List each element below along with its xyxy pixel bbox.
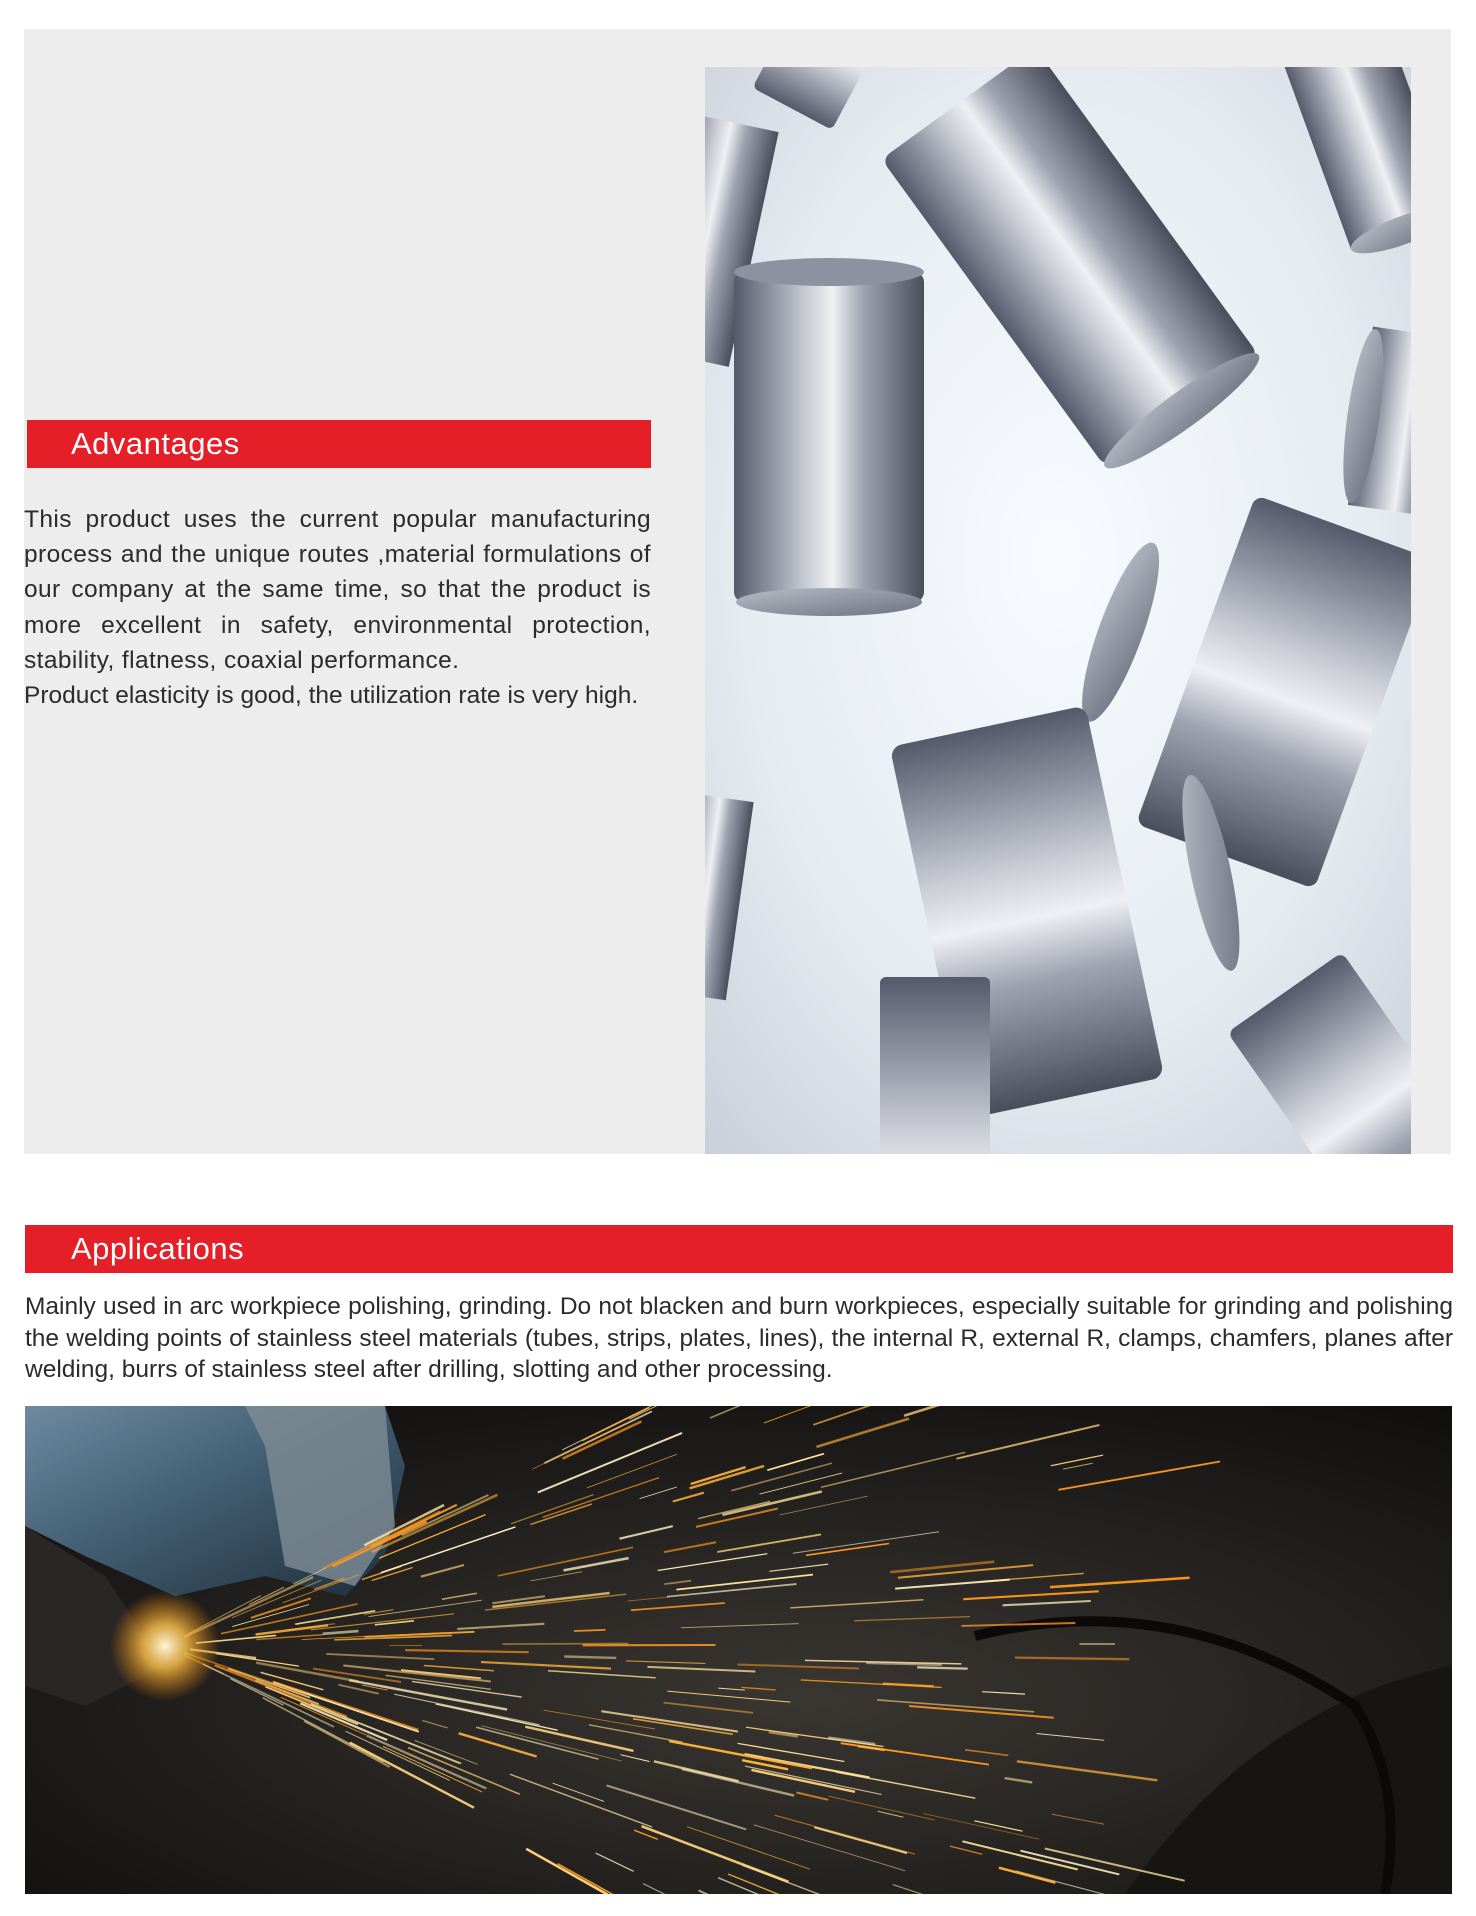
spark-streak <box>574 1630 606 1631</box>
spark-streak <box>917 1667 967 1668</box>
spark-streak <box>1015 1658 1129 1660</box>
advantages-description <box>24 502 651 713</box>
spark-streak <box>503 1644 629 1645</box>
advantages-header-bar <box>27 420 651 468</box>
advantages-title: Advantages <box>71 426 240 461</box>
applications-header-bar <box>25 1225 1453 1273</box>
steel-rods-photo <box>705 67 1411 1154</box>
applications-title: Applications <box>71 1231 245 1266</box>
advantages-section <box>24 29 1451 1154</box>
applications-description: Mainly used in arc workpiece polishing, grinding. Do not blacken and burn workpieces, especially suitable for grinding and polishing the welding points of stainless steel materials (tubes, strips, plates, lines), the internal R, external R, clamps, chamfers, planes after welding, burrs of stainless steel after drilling, slotting and other processing. <box>25 1293 1453 1383</box>
grinding-sparks-photo <box>25 1406 1452 1894</box>
advantages-paragraph-1: This product uses the current popular manufacturing process and the unique routes ,material formulations of our company at the same time, so that the product is more excellent in safety, environmental protection, stability, flatness, coaxial performance. <box>24 506 651 674</box>
spark-streak <box>564 1657 616 1658</box>
advantages-paragraph-2: Product elasticity is good, the utilization rate is very high. <box>24 682 639 710</box>
